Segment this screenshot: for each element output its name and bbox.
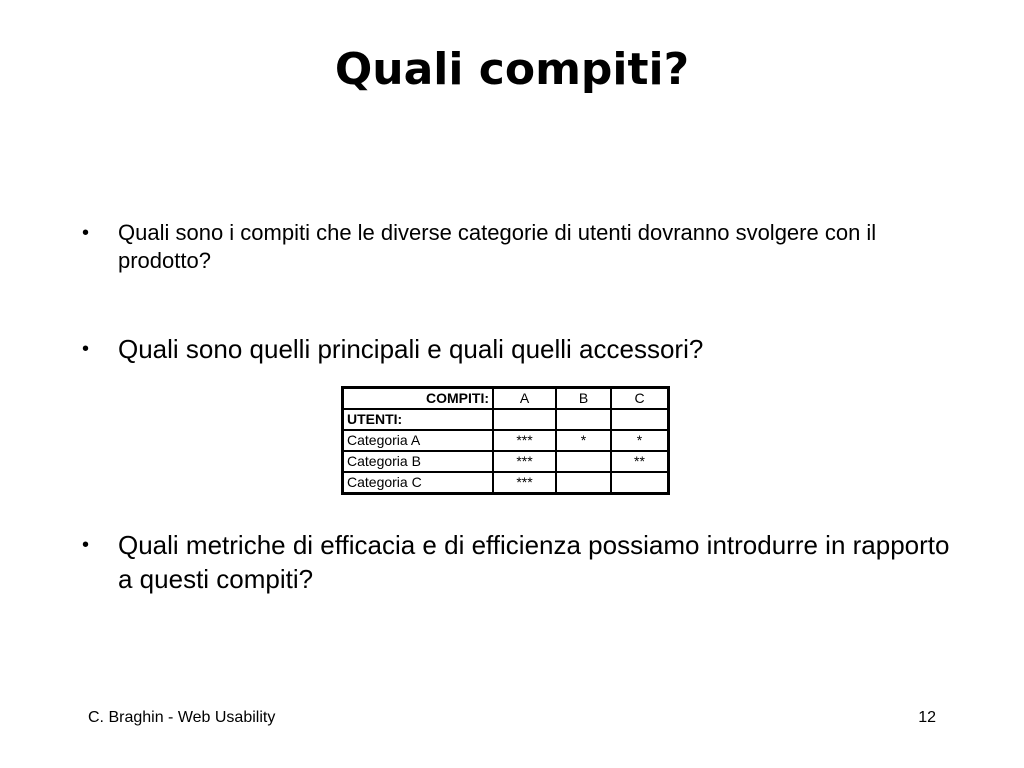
bullet-symbol: • — [82, 222, 90, 244]
table-header-row — [343, 388, 668, 409]
table-cell: *** — [493, 451, 556, 472]
table-cell: ** — [611, 451, 668, 472]
table-cell — [611, 472, 668, 493]
bullet-text: Quali metriche di efficacia e di efficienza possiamo introdurre in rapporto a questi compiti? — [118, 530, 950, 594]
tasks-users-table — [341, 386, 670, 495]
bullet-item — [82, 528, 952, 596]
bullet-symbol: • — [82, 534, 90, 556]
table-header-cell: A — [493, 388, 556, 409]
table-cell — [556, 472, 611, 493]
bullet-text: Quali sono i compiti che le diverse categorie di utenti dovranno svolgere con il prodotto? — [118, 220, 877, 273]
table-cell: * — [556, 430, 611, 451]
bullet-text: Quali sono quelli principali e quali quelli accessori? — [118, 334, 704, 364]
slide-title: Quali compiti? — [334, 44, 690, 95]
table-cell: UTENTI: — [343, 409, 493, 430]
table-row — [343, 409, 668, 430]
table-header-cell: COMPITI: — [343, 388, 493, 409]
table-cell — [556, 409, 611, 430]
table-header-cell: B — [556, 388, 611, 409]
table-cell: Categoria B — [343, 451, 493, 472]
bullet-item — [82, 332, 952, 366]
table-cell: Categoria C — [343, 472, 493, 493]
table-header-cell: C — [611, 388, 668, 409]
table-cell — [611, 409, 668, 430]
table-cell: *** — [493, 430, 556, 451]
bullet-item — [82, 219, 952, 275]
table-cell: *** — [493, 472, 556, 493]
table-row — [343, 430, 668, 451]
table-row — [343, 472, 668, 493]
table-cell — [556, 451, 611, 472]
table-cell: Categoria A — [343, 430, 493, 451]
footer-author: C. Braghin - Web Usability — [88, 709, 276, 726]
bullet-symbol: • — [82, 338, 90, 360]
table-row — [343, 451, 668, 472]
table-cell — [493, 409, 556, 430]
page-number: 12 — [918, 709, 936, 726]
table-cell: * — [611, 430, 668, 451]
